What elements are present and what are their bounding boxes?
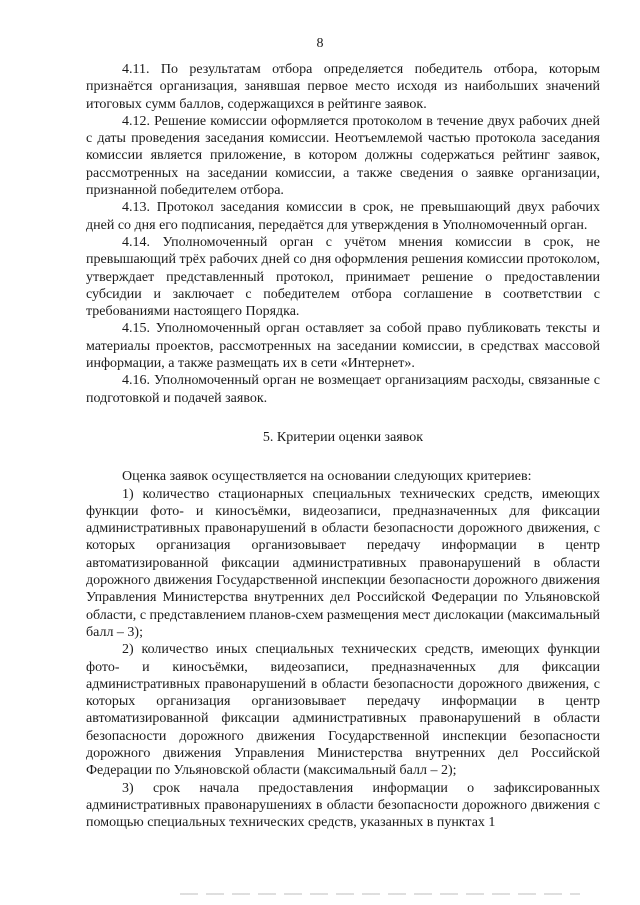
paragraph-4-14: 4.14. Уполномоченный орган с учётом мнения комиссии в срок, не превышающий трёх рабочих дней со дня оформления решения комиссии протоколом, утверждает представленный протокол, принимает решение о предоставлении субсидии и заключает с победителем отбора соглашение в соответствии с требованиями настоящего Порядка. [86,234,600,320]
criteria-intro: Оценка заявок осуществляется на основании следующих критериев: [122,469,532,485]
paragraph-4-12: 4.12. Решение комиссии оформляется протоколом в течение двух рабочих дней с даты проведения заседания комиссии. Неотъемлемой частью протокола заседания комиссии является приложение, в котором должны содержаться рейтинг заявок, рассмотренных на заседании комиссии, а также сведения о заявке организации, признанной победителем отбора. [86,113,600,199]
criterion-1: 1) количество стационарных специальных технических средств, имеющих функции фото- и киносъёмки, видеозаписи, предназначенных для фиксации административных правонарушений в области безопасности дорожного движения, с которых организация организовывает передачу информации в центр автоматизированной фиксации административных правонарушений в области дорожного движения Государственной инспекции безопасности дорожного движения Управления Министерства внутренних дел Российской Федерации по Ульяновской области, с представлением планов-схем размещения мест дислокации (максимальный балл – 3); [86,486,600,640]
scan-artifact-line [180,893,580,895]
paragraph-4-15: 4.15. Уполномоченный орган оставляет за собой право публиковать тексты и материалы проектов, рассмотренных на заседании комиссии, в средствах массовой информации, а также размещать их в сети «Интернет». [86,321,600,372]
paragraph-4-16: 4.16. Уполномоченный орган не возмещает организациям расходы, связанные с подготовкой и подачей заявок. [86,373,600,406]
section-heading: 5. Критерии оценки заявок [262,429,424,445]
paragraph-4-11: 4.11. По результатам отбора определяется победитель отбора, которым признаётся организация, занявшая первое место исходя из наибольших значений итоговых сумм баллов, содержащихся в рейтинге заявок. [86,62,600,112]
criterion-2: 2) количество иных специальных технических средств, имеющих функции фото- и киносъёмки, видеозаписи, предназначенных для фиксации административных правонарушений в области безопасности дорожного движения, с которых организация организовывает передачу информации в центр автоматизированной фиксации административных правонарушений в области безопасности дорожного движения Государственной инспекции безопасности дорожного движения Управления Министерства внутренних дел Российской Федерации по Ульяновской области (максимальный балл – 2); [86,642,600,779]
criterion-3: 3) срок начала предоставления информации о зафиксированных административных правонарушениях в области безопасности дорожного движения с помощью специальных технических средств, указанных в пунктах 1 [86,780,600,831]
document-body [86,61,600,831]
page-number: 8 [316,36,324,51]
paragraph-4-13: 4.13. Протокол заседания комиссии в срок, не превышающий двух рабочих дней со дня его подписания, передаётся для утверждения в Уполномоченный орган. [86,200,600,233]
